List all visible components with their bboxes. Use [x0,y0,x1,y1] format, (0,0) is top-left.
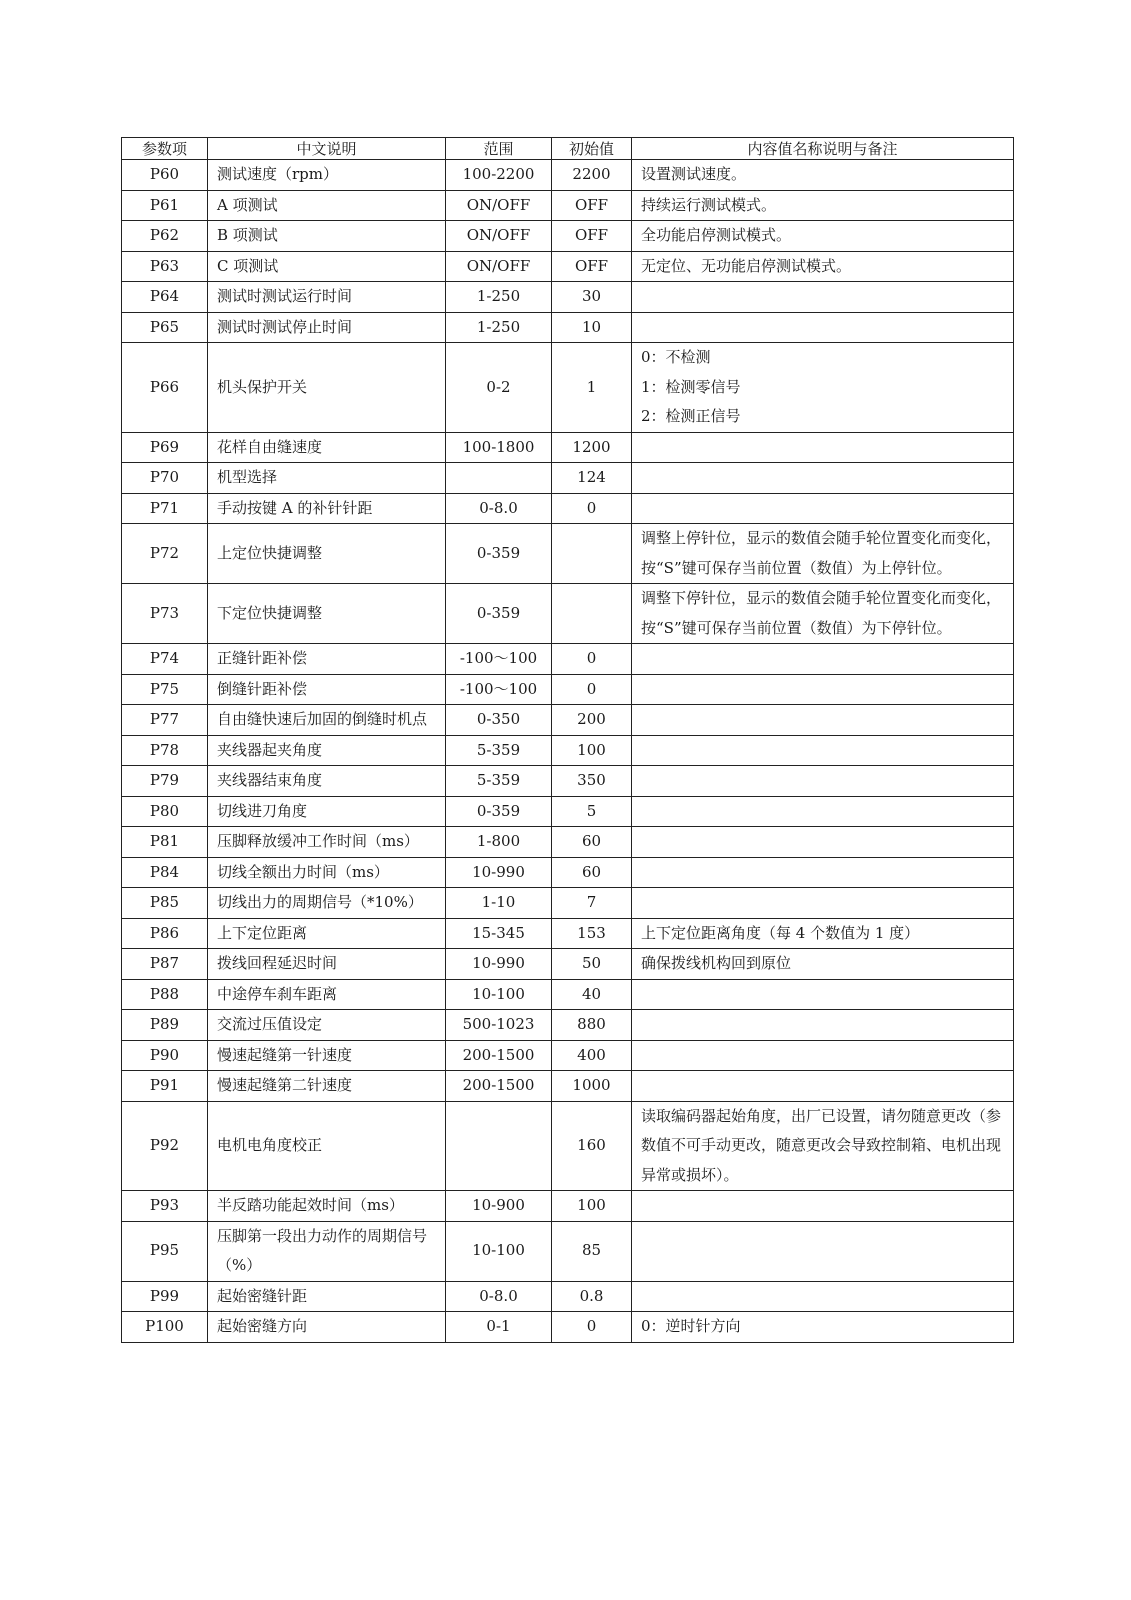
param-default: 124 [552,463,632,494]
param-description: 中途停车刹车距离 [208,979,446,1010]
param-description: 电机电角度校正 [208,1101,446,1191]
param-notes [632,766,1014,797]
param-default: OFF [552,221,632,252]
param-range [446,1101,552,1191]
param-description: 上下定位距离 [208,918,446,949]
header-notes: 内容值名称说明与备注 [632,138,1014,160]
table-row [122,584,1014,644]
table-row [122,251,1014,282]
param-description: B 项测试 [208,221,446,252]
param-range: 100-2200 [446,160,552,191]
param-default: 30 [552,282,632,313]
table-row [122,1191,1014,1222]
param-id: P79 [122,766,208,797]
param-default: 40 [552,979,632,1010]
param-notes [632,1071,1014,1102]
param-description: 机型选择 [208,463,446,494]
param-id: P69 [122,432,208,463]
param-description: 花样自由缝速度 [208,432,446,463]
param-id: P99 [122,1281,208,1312]
param-id: P91 [122,1071,208,1102]
table-row [122,644,1014,675]
param-default: 100 [552,1191,632,1222]
param-default: 10 [552,312,632,343]
param-notes [632,493,1014,524]
param-id: P60 [122,160,208,191]
param-notes [632,705,1014,736]
param-notes [632,674,1014,705]
table-row [122,1071,1014,1102]
table-row [122,674,1014,705]
param-notes [632,221,1014,252]
table-row [122,343,1014,433]
note-line: 调整下停针位，显示的数值会随手轮位置变化而变化，按“S”键可保存当前位置（数值）为下停针位。 [641,589,1002,637]
param-id: P95 [122,1221,208,1281]
note-line: 0：不检测 [641,348,711,366]
param-description: 压脚释放缓冲工作时间（ms） [208,827,446,858]
param-description: 拨线回程延迟时间 [208,949,446,980]
param-default: 350 [552,766,632,797]
table-row [122,735,1014,766]
param-notes [632,343,1014,433]
note-line: 确保拨线机构回到原位 [641,954,792,972]
param-id: P88 [122,979,208,1010]
param-notes [632,796,1014,827]
param-description: 慢速起缝第一针速度 [208,1040,446,1071]
param-notes [632,918,1014,949]
param-notes [632,1010,1014,1041]
param-default: 400 [552,1040,632,1071]
param-range: 0-359 [446,796,552,827]
param-default: 50 [552,949,632,980]
param-range: 10-100 [446,1221,552,1281]
param-notes [632,857,1014,888]
param-default [552,584,632,644]
note-line: 全功能启停测试模式。 [641,226,792,244]
table-row [122,827,1014,858]
param-range: 10-990 [446,857,552,888]
param-id: P81 [122,827,208,858]
param-default: 1 [552,343,632,433]
note-line: 调整上停针位，显示的数值会随手轮位置变化而变化，按“S”键可保存当前位置（数值）为上停针位。 [641,529,1002,577]
param-range [446,463,552,494]
param-range: 10-990 [446,949,552,980]
header-param: 参数项 [122,138,208,160]
param-id: P87 [122,949,208,980]
table-row [122,857,1014,888]
note-line: 设置测试速度。 [641,165,747,183]
param-description: 倒缝针距补偿 [208,674,446,705]
param-range: 0-8.0 [446,493,552,524]
header-description: 中文说明 [208,138,446,160]
param-range: 100-1800 [446,432,552,463]
param-range: ON/OFF [446,251,552,282]
param-default: 60 [552,857,632,888]
table-row [122,493,1014,524]
param-description: 起始密缝方向 [208,1312,446,1343]
table-row [122,949,1014,980]
param-default: 100 [552,735,632,766]
param-id: P63 [122,251,208,282]
param-default: 7 [552,888,632,919]
param-default: 0 [552,644,632,675]
param-range: 1-800 [446,827,552,858]
param-default: 200 [552,705,632,736]
param-id: P80 [122,796,208,827]
table-row [122,432,1014,463]
param-id: P77 [122,705,208,736]
param-id: P92 [122,1101,208,1191]
param-default: 1200 [552,432,632,463]
param-id: P93 [122,1191,208,1222]
param-description: 机头保护开关 [208,343,446,433]
param-default: 1000 [552,1071,632,1102]
table-row [122,888,1014,919]
param-description: 起始密缝针距 [208,1281,446,1312]
table-row [122,282,1014,313]
param-id: P78 [122,735,208,766]
header-row [122,138,1014,160]
param-notes [632,282,1014,313]
table-row [122,221,1014,252]
param-range: 15-345 [446,918,552,949]
param-default: 2200 [552,160,632,191]
param-notes [632,160,1014,191]
param-description: C 项测试 [208,251,446,282]
param-notes [632,463,1014,494]
param-range: ON/OFF [446,190,552,221]
param-description: 切线出力的周期信号（*10%） [208,888,446,919]
param-default: 153 [552,918,632,949]
param-notes [632,949,1014,980]
param-description: 夹线器结束角度 [208,766,446,797]
param-notes [632,1101,1014,1191]
param-id: P85 [122,888,208,919]
param-description: 压脚第一段出力动作的周期信号（%） [208,1221,446,1281]
param-range: -100～100 [446,674,552,705]
param-description: 慢速起缝第二针速度 [208,1071,446,1102]
param-notes [632,1221,1014,1281]
param-notes [632,735,1014,766]
param-range: 5-359 [446,766,552,797]
note-line: 1：检测零信号 [641,377,741,396]
param-id: P71 [122,493,208,524]
param-id: P89 [122,1010,208,1041]
param-range: 200-1500 [446,1071,552,1102]
param-range: 10-900 [446,1191,552,1222]
param-notes [632,1191,1014,1222]
param-notes [632,432,1014,463]
table-body [122,160,1014,1343]
param-default: 85 [552,1221,632,1281]
param-id: P65 [122,312,208,343]
table-row [122,190,1014,221]
note-line: 0：逆时针方向 [641,1317,741,1335]
param-id: P84 [122,857,208,888]
param-description: 交流过压值设定 [208,1010,446,1041]
param-notes [632,1312,1014,1343]
param-range: ON/OFF [446,221,552,252]
param-id: P75 [122,674,208,705]
param-default: 0 [552,674,632,705]
param-id: P62 [122,221,208,252]
table-row [122,1312,1014,1343]
param-description: 切线进刀角度 [208,796,446,827]
note-line: 持续运行测试模式。 [641,195,777,214]
param-default: 5 [552,796,632,827]
note-line: 2：检测正信号 [641,407,741,425]
param-default: 0.8 [552,1281,632,1312]
param-notes [632,190,1014,221]
table-row [122,160,1014,191]
param-notes [632,644,1014,675]
param-range: 10-100 [446,979,552,1010]
param-default [552,524,632,584]
param-id: P100 [122,1312,208,1343]
param-notes [632,1281,1014,1312]
param-id: P90 [122,1040,208,1071]
table-row [122,766,1014,797]
table-row [122,705,1014,736]
param-range: 5-359 [446,735,552,766]
note-line: 上下定位距离角度（每 4 个数值为 1 度） [641,923,920,942]
note-line: 无定位、无功能启停测试模式。 [641,256,852,275]
param-default: 880 [552,1010,632,1041]
note-line: 读取编码器起始角度，出厂已设置，请勿随意更改（参数值不可手动更改，随意更改会导致控制箱、电机出现异常或损坏）。 [641,1106,1002,1184]
param-description: 半反踏功能起效时间（ms） [208,1191,446,1222]
table-row [122,524,1014,584]
parameter-table [121,137,1014,1343]
param-range: 1-10 [446,888,552,919]
param-notes [632,1040,1014,1071]
param-default: 160 [552,1101,632,1191]
param-id: P72 [122,524,208,584]
param-id: P73 [122,584,208,644]
param-notes [632,888,1014,919]
param-description: 切线全额出力时间（ms） [208,857,446,888]
table-row [122,979,1014,1010]
param-id: P74 [122,644,208,675]
param-notes [632,584,1014,644]
table-row [122,1010,1014,1041]
param-description: 上定位快捷调整 [208,524,446,584]
param-description: 夹线器起夹角度 [208,735,446,766]
param-description: 测试时测试停止时间 [208,312,446,343]
param-id: P70 [122,463,208,494]
param-id: P64 [122,282,208,313]
param-notes [632,251,1014,282]
param-description: 正缝针距补偿 [208,644,446,675]
table-row [122,1040,1014,1071]
param-id: P66 [122,343,208,433]
table-row [122,1281,1014,1312]
table-row [122,918,1014,949]
param-range: 0-1 [446,1312,552,1343]
param-description: 手动按键 A 的补针针距 [208,493,446,524]
param-default: 0 [552,1312,632,1343]
param-id: P86 [122,918,208,949]
param-range: 0-8.0 [446,1281,552,1312]
param-range: 0-2 [446,343,552,433]
param-default: OFF [552,190,632,221]
param-range: 1-250 [446,282,552,313]
param-default: 60 [552,827,632,858]
param-range: 200-1500 [446,1040,552,1071]
table-row [122,1101,1014,1191]
param-notes [632,524,1014,584]
table-row [122,312,1014,343]
param-notes [632,827,1014,858]
param-default: 0 [552,493,632,524]
table-row [122,1221,1014,1281]
param-description: 测试速度（rpm） [208,160,446,191]
param-range: 500-1023 [446,1010,552,1041]
table-row [122,796,1014,827]
table-row [122,463,1014,494]
param-range: 1-250 [446,312,552,343]
param-notes [632,312,1014,343]
header-range: 范围 [446,138,552,160]
param-id: P61 [122,190,208,221]
param-description: 下定位快捷调整 [208,584,446,644]
param-description: A 项测试 [208,190,446,221]
param-description: 自由缝快速后加固的倒缝时机点 [208,705,446,736]
param-range: 0-359 [446,524,552,584]
header-default: 初始值 [552,138,632,160]
param-range: -100～100 [446,644,552,675]
param-notes [632,979,1014,1010]
param-default: OFF [552,251,632,282]
param-description: 测试时测试运行时间 [208,282,446,313]
param-range: 0-350 [446,705,552,736]
param-range: 0-359 [446,584,552,644]
